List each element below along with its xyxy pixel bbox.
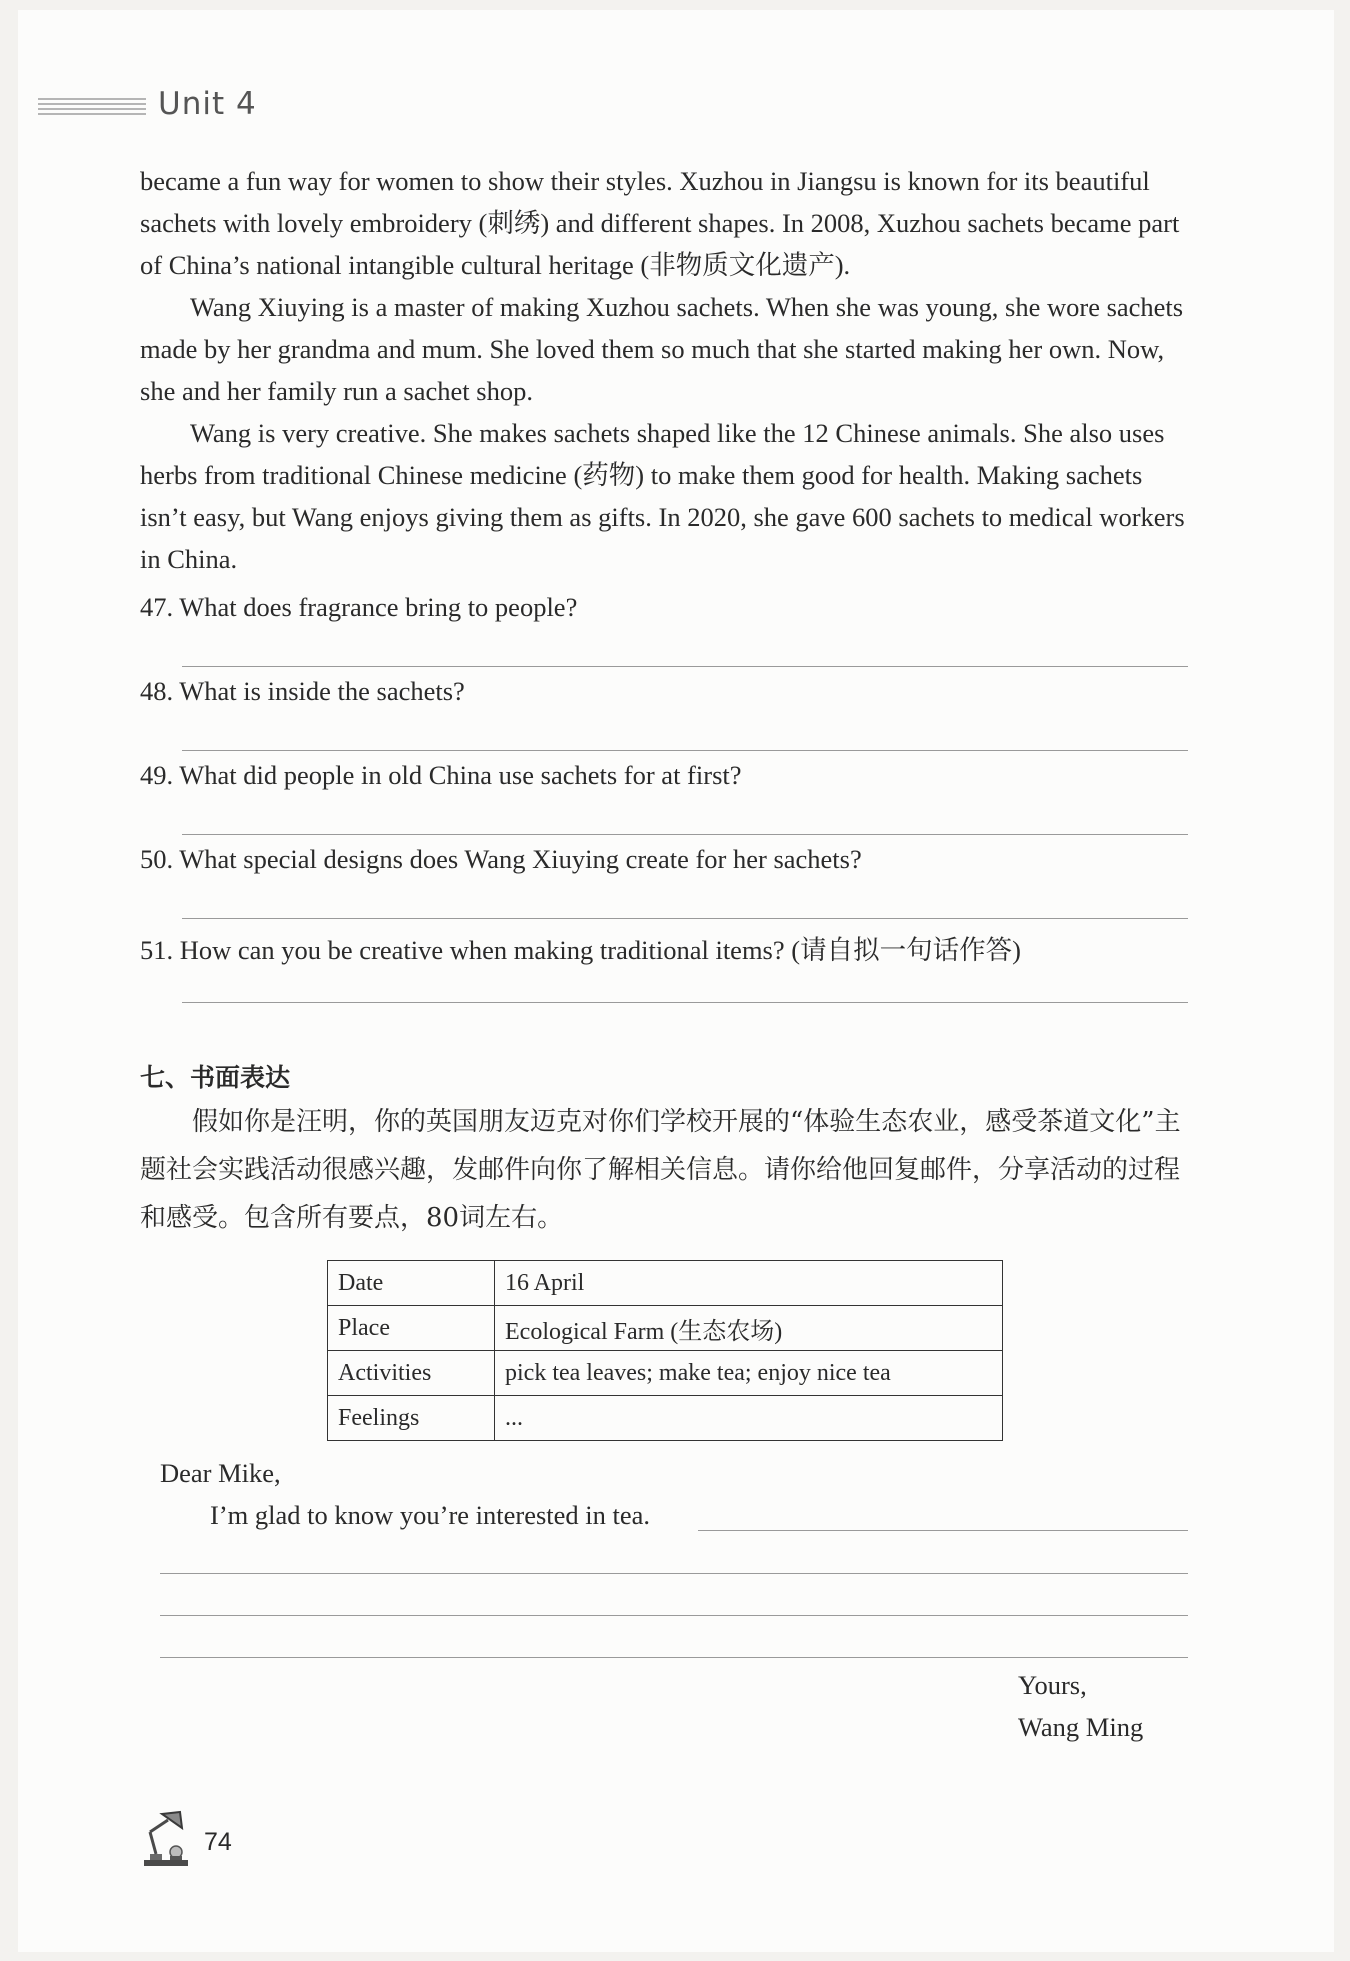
writing-line-4[interactable]	[160, 1657, 1188, 1658]
answer-line-50[interactable]	[182, 918, 1188, 919]
unit-title: Unit 4	[158, 86, 257, 122]
letter-opening: I’m glad to know you’re interested in tea.	[210, 1500, 651, 1530]
answer-line-48[interactable]	[182, 750, 1188, 751]
table-value: Ecological Farm (生态农场)	[495, 1306, 1003, 1351]
table-value: ...	[495, 1396, 1003, 1441]
table-row	[328, 1396, 1003, 1441]
section-title-writing: 七、书面表达	[140, 1063, 291, 1092]
question-48: 48. What is inside the sachets?	[140, 676, 465, 706]
writing-line-1[interactable]	[698, 1530, 1188, 1531]
question-51: 51. How can you be creative when making traditional items? (请自拟一句话作答)	[140, 935, 1021, 965]
lamp-icon	[140, 1808, 192, 1868]
table-value: pick tea leaves; make tea; enjoy nice tea	[495, 1351, 1003, 1396]
passage-paragraph-3: Wang is very creative. She makes sachets shaped like the 12 Chinese animals. She also uses herbs from traditional Chinese medicine (药物) to make them good for health. Making sachets isn’t easy, but Wang enjoys giving them as gifts. In 2020, she gave 600 sachets to medical workers in China.	[140, 418, 1185, 574]
header-decoration	[38, 98, 146, 118]
table-row	[328, 1261, 1003, 1306]
letter-closing: Yours,	[1018, 1670, 1087, 1700]
answer-line-51[interactable]	[182, 1002, 1188, 1003]
writing-instruction: 假如你是汪明，你的英国朋友迈克对你们学校开展的“体验生态农业，感受茶道文化”主题社会实践活动很感兴趣，发邮件向你了解相关信息。请你给他回复邮件，分享活动的过程和感受。包含所有要点，80词左右。	[140, 1107, 1181, 1233]
writing-line-3[interactable]	[160, 1615, 1188, 1616]
question-49: 49. What did people in old China use sachets for at first?	[140, 760, 742, 790]
table-row	[328, 1306, 1003, 1351]
question-47: 47. What does fragrance bring to people?	[140, 592, 578, 622]
info-table	[327, 1260, 1003, 1441]
letter-signature: Wang Ming	[1018, 1712, 1144, 1742]
table-key: Feelings	[328, 1396, 495, 1441]
table-row	[328, 1351, 1003, 1396]
reading-passage	[140, 160, 1190, 580]
table-key: Date	[328, 1261, 495, 1306]
passage-paragraph-1: became a fun way for women to show their styles. Xuzhou in Jiangsu is known for its beautiful sachets with lovely embroidery (刺绣) and different shapes. In 2008, Xuzhou sachets became part of China’s national intangible cultural heritage (非物质文化遗产).	[140, 166, 1180, 280]
letter-greeting: Dear Mike,	[160, 1458, 281, 1488]
table-key: Place	[328, 1306, 495, 1351]
page-number: 74	[204, 1828, 232, 1856]
answer-line-49[interactable]	[182, 834, 1188, 835]
question-50: 50. What special designs does Wang Xiuying create for her sachets?	[140, 844, 862, 874]
writing-line-2[interactable]	[160, 1573, 1188, 1574]
passage-paragraph-2: Wang Xiuying is a master of making Xuzhou sachets. When she was young, she wore sachets made by her grandma and mum. She loved them so much that she started making her own. Now, she and her family run a sachet shop.	[140, 292, 1184, 406]
table-key: Activities	[328, 1351, 495, 1396]
answer-line-47[interactable]	[182, 666, 1188, 667]
unit-header	[38, 88, 338, 128]
table-value: 16 April	[495, 1261, 1003, 1306]
